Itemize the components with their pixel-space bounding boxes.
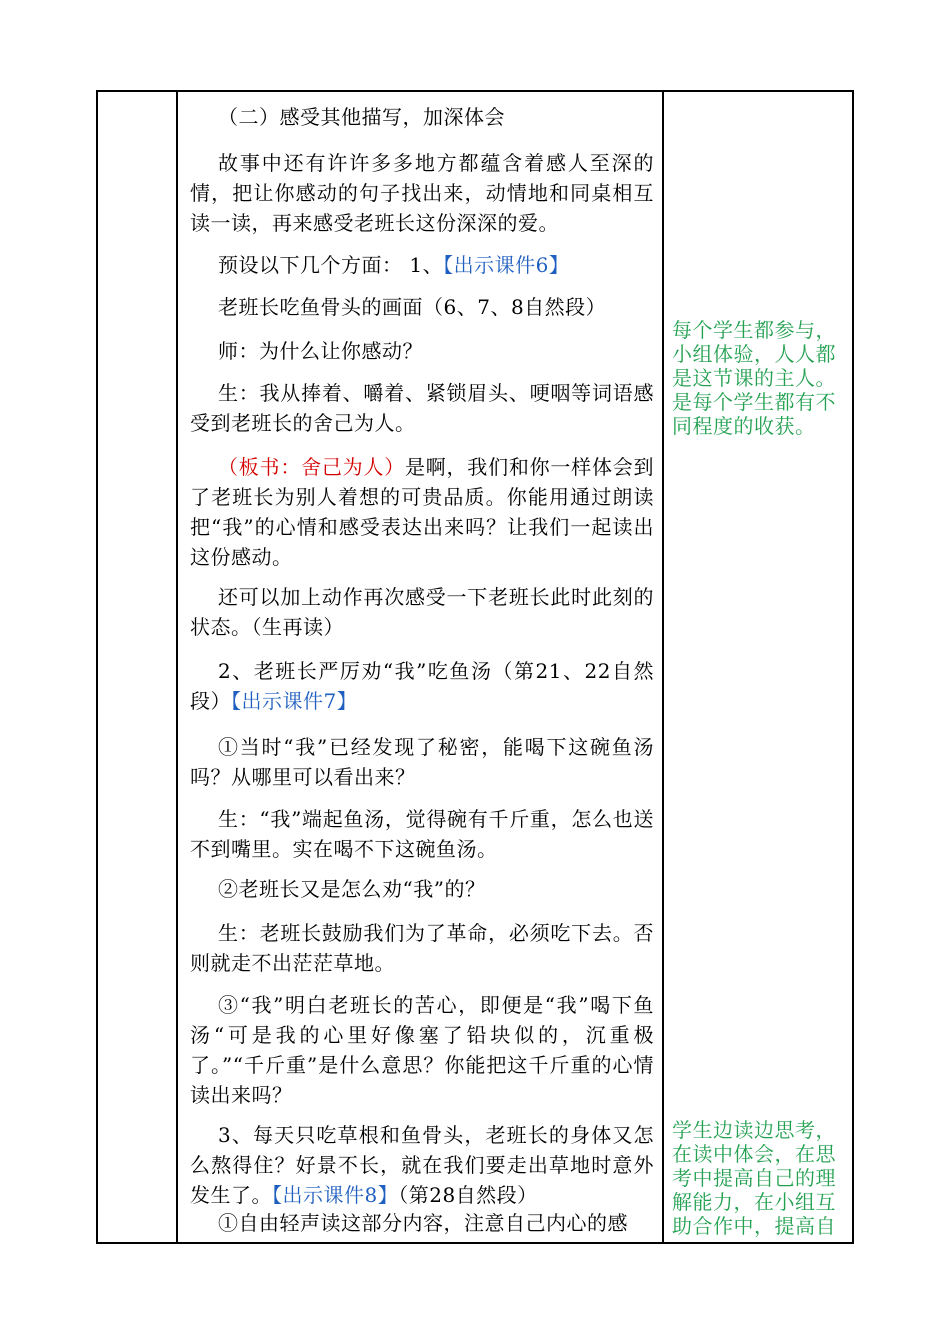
point-two	[190, 656, 654, 716]
question-2: ②老班长又是怎么劝“我”的？	[218, 877, 486, 901]
teacher-question: 师：为什么让你感动？	[218, 339, 423, 363]
preset-line	[190, 250, 654, 280]
courseware-link-8: 【出示课件8】	[272, 1183, 399, 1207]
board-note: （板书：舍己为人）	[218, 455, 405, 479]
question-4: ①自由轻声读这部分内容，注意自己内心的感	[218, 1211, 628, 1235]
question-1: ①当时“我”已经发现了秘密，能喝下这碗鱼汤吗？从哪里可以看出来？	[190, 735, 654, 789]
action-reading: 还可以加上动作再次感受一下老班长此时此刻的状态。（生再读）	[190, 585, 654, 639]
board-followup: 是啊，我们和你一样体会到了老班长为别人着想的可贵品质。你能用通过朗读把“我”的心情和感受表达出来吗？让我们一起读出这份感动。	[190, 455, 655, 569]
board-paragraph	[190, 452, 654, 572]
point-two-text: 2、老班长严厉劝“我”吃鱼汤（第21、22自然段）	[190, 659, 654, 713]
stage-column	[98, 92, 176, 1242]
courseware-link-7: 【出示课件7】	[231, 689, 358, 713]
lesson-table	[96, 90, 854, 1244]
question-3: ③“我”明白老班长的苦心，即便是“我”喝下鱼汤“可是我的心里好像塞了铅块似的，沉重极了。”“千斤重”是什么意思？你能把这千斤重的心情读出来吗？	[190, 993, 654, 1107]
preset-text: 预设以下几个方面： 1、	[218, 253, 444, 277]
intro-paragraph: 故事中还有许许多多地方都蕴含着感人至深的情，把让你感动的句子找出来，动情地和同桌相互读一读，再来感受老班长这份深深的爱。	[190, 151, 654, 235]
teaching-process-column	[178, 92, 662, 1242]
design-note-1: 每个学生都参与，小组体验，人人都是这节课的主人。 是每个学生都有不同程度的收获。	[672, 318, 836, 438]
design-intent-column	[664, 92, 852, 1242]
design-note-2: 学生边读边思考，在读中体会，在思考中提高自己的理解能力，在小组互助合作中，提高自	[672, 1118, 836, 1238]
section-heading: （二）感受其他描写，加深体会	[218, 105, 505, 129]
point-three	[190, 1120, 654, 1210]
answer-2: 生：老班长鼓励我们为了革命，必须吃下去。否则就走不出茫茫草地。	[190, 921, 654, 975]
point-three-text: 3、每天只吃草根和鱼骨头，老班长的身体又怎么熬得住？好景不长，就在我们要走出草地时意外发生了。	[190, 1123, 654, 1207]
courseware-link-6: 【出示课件6】	[443, 253, 570, 277]
student-answer-1: 生：我从捧着、嚼着、紧锁眉头、哽咽等词语感受到老班长的舍己为人。	[190, 381, 654, 435]
point-three-tail: （第28自然段）	[398, 1183, 538, 1207]
answer-1: 生：“我”端起鱼汤，觉得碗有千斤重，怎么也送不到嘴里。实在喝不下这碗鱼汤。	[190, 807, 654, 861]
scene-one: 老班长吃鱼骨头的画面（6、7、8自然段）	[218, 295, 607, 319]
